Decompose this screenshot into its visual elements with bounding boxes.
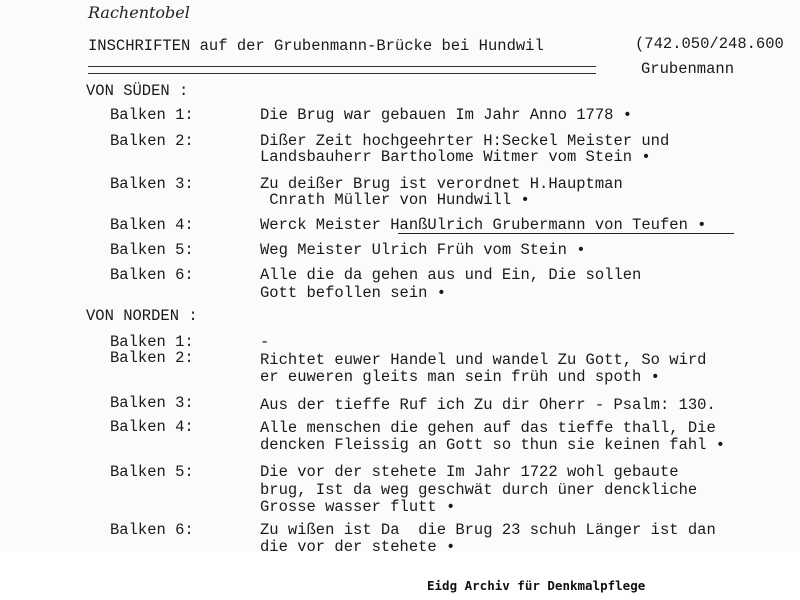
north-beam-text: die vor der stehete •	[260, 538, 456, 552]
south-beam-label: Balken 4:	[110, 216, 194, 234]
south-beam-text: Landsbauherr Bartholome Witmer vom Stein •	[260, 148, 651, 166]
south-beam-text: Werck Meister HanßUlrich Grubermann von Teufen •	[260, 216, 707, 234]
north-beam-text: Alle menschen die gehen auf das tieffe thall, Die	[260, 419, 716, 437]
south-beam-text: Gott befollen sein •	[260, 284, 447, 302]
north-beam-label: Balken 1:	[110, 333, 194, 351]
south-beam-label: Balken 3:	[110, 175, 194, 193]
south-beam-text: Zu deißer Brug ist verordnet H.Hauptman	[260, 175, 623, 193]
south-beam-text: Dißer Zeit hochgeehrter H:Seckel Meister und	[260, 132, 670, 150]
coordinates: (742.050/248.600	[635, 35, 784, 53]
author-name: Grubenmann	[641, 60, 735, 78]
south-beam-text: Die Brug war gebauen Im Jahr Anno 1778 •	[260, 106, 633, 124]
south-beam-text: Cnrath Müller von Hundwill •	[260, 191, 530, 209]
south-beam-label: Balken 6:	[110, 266, 194, 284]
handwritten-note: Rachentobel	[88, 3, 190, 22]
section-heading-south: VON SÜDEN :	[86, 82, 189, 100]
south-beam-label: Balken 2:	[110, 132, 194, 150]
south-beam-text: Alle die da gehen aus und Ein, Die sollen	[260, 266, 642, 284]
north-beam-text: Die vor der stehete Im Jahr 1722 wohl gebaute	[260, 463, 679, 481]
archive-credit: Eidg Archiv für Denkmalpflege	[427, 578, 646, 593]
north-beam-label: Balken 3:	[110, 394, 194, 412]
north-beam-text: dencken Fleissig an Gott so thun sie keinen fahl •	[260, 436, 726, 454]
north-beam-label: Balken 4:	[110, 418, 194, 436]
double-rule-divider	[88, 66, 596, 74]
north-beam-text: brug, Ist da weg geschwät durch üner denckliche	[260, 481, 698, 499]
document-title: INSCHRIFTEN auf der Grubenmann-Brücke bei Hundwil	[88, 37, 544, 55]
north-beam-label: Balken 5:	[110, 463, 194, 481]
north-beam-text: Grosse wasser flutt •	[260, 498, 456, 516]
handwritten-underline	[398, 233, 734, 234]
section-heading-north: VON NORDEN :	[86, 307, 198, 325]
north-beam-text: Richtet euwer Handel und wandel Zu Gott, So wird	[260, 351, 707, 369]
north-beam-label: Balken 2:	[110, 349, 194, 367]
south-beam-label: Balken 5:	[110, 241, 194, 259]
north-beam-text: er euweren gleits man sein früh und spoth •	[260, 368, 660, 386]
north-beam-text: -	[260, 333, 270, 351]
north-beam-label: Balken 6:	[110, 521, 194, 539]
north-beam-text: Zu wißen ist Da die Brug 23 schuh Länger ist dan	[260, 521, 716, 539]
south-beam-text: Weg Meister Ulrich Früh vom Stein •	[260, 241, 586, 259]
north-beam-text: Aus der tieffe Ruf ich Zu dir Oherr - Psalm: 130.	[260, 396, 716, 414]
south-beam-label: Balken 1:	[110, 106, 194, 124]
